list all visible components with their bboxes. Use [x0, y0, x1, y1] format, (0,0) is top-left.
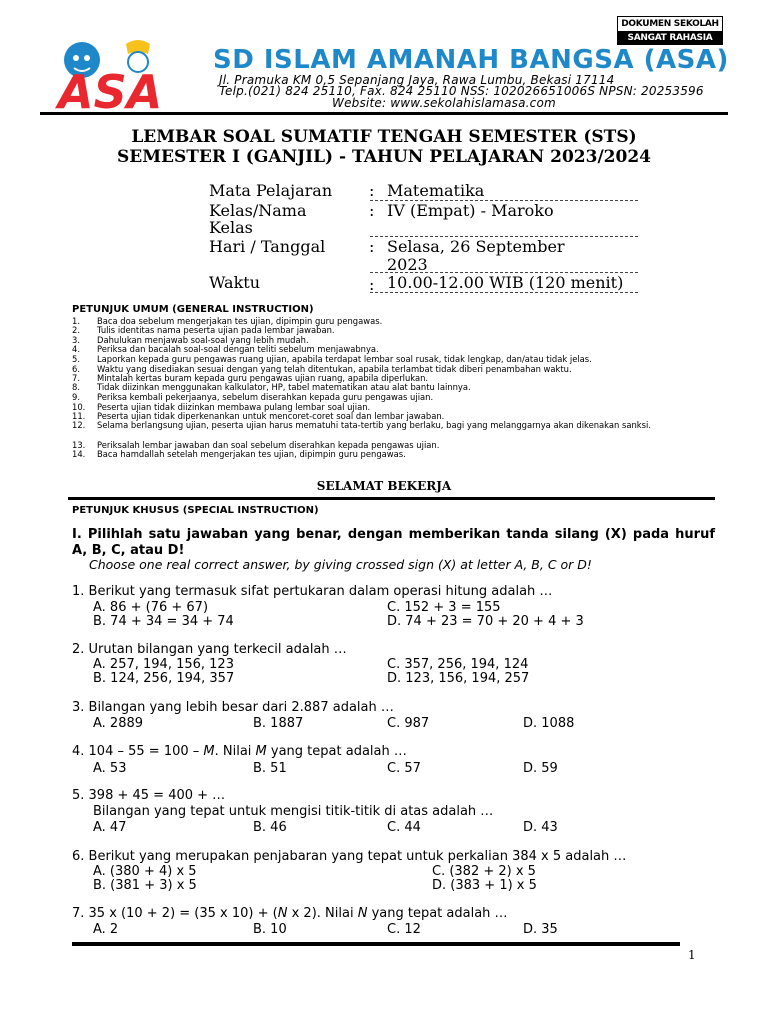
- special-instruction-text: I. Pilihlah satu jawaban yang benar, dengan memberikan tanda silang (X) pada huruf A, B, C, atau D!: [72, 527, 715, 558]
- option-d: D. 35: [523, 922, 558, 937]
- option-b: B. 124, 256, 194, 357: [93, 671, 235, 686]
- item-text: Peserta ujian tidak diizinkan membawa pulang lembar soal ujian.: [97, 402, 371, 412]
- class-value: IV (Empat) - Maroko: [387, 201, 554, 220]
- item-number: 4.: [72, 344, 80, 354]
- question-7: 7. 35 x (10 + 2) = (35 x 10) + (N x 2). Nilai N yang tepat adalah …: [72, 906, 508, 921]
- question-2: 2. Urutan bilangan yang terkecil adalah …: [72, 642, 347, 657]
- option-d: D. 74 + 23 = 70 + 20 + 4 + 3: [387, 614, 584, 629]
- option-d: D. 123, 156, 194, 257: [387, 671, 530, 686]
- option-a: A. (380 + 4) x 5: [93, 864, 197, 879]
- option-c: C. 44: [387, 820, 421, 835]
- item-number: 11.: [72, 411, 86, 421]
- question-6: 6. Berikut yang merupakan penjabaran yang tepat untuk perkalian 384 x 5 adalah …: [72, 849, 627, 864]
- item-text: Peserta ujian tidak diperkenankan untuk mencoret-coret soal dan lembar jawaban.: [97, 411, 445, 421]
- school-logo: [54, 38, 196, 112]
- option-d: D. 43: [523, 820, 558, 835]
- date-label: Hari / Tanggal: [209, 237, 326, 256]
- item-number: 8.: [72, 382, 80, 392]
- exam-subtitle: SEMESTER I (GANJIL) - TAHUN PELAJARAN 2023/2024: [117, 147, 651, 167]
- date-value: Selasa, 26 September: [387, 237, 565, 256]
- document-label: DOKUMEN SEKOLAH: [617, 16, 723, 32]
- option-b: B. (381 + 3) x 5: [93, 878, 197, 893]
- item-number: 2.: [72, 325, 80, 335]
- option-b: B. 51: [253, 761, 287, 776]
- item-text: Selama berlangsung ujian, peserta ujian harus mematuhi tata-tertib yang berlaku, bagi yang melanggarnya akan dikenakan sanksi.: [97, 420, 651, 430]
- school-contact: Telp.(021) 824 25110, Fax. 824 25110 NSS: 102026651006S NPSN: 20253596: [219, 84, 704, 98]
- logo-text: ASA: [58, 65, 163, 112]
- subject-value: Matematika: [387, 181, 485, 200]
- option-d: D. (383 + 1) x 5: [432, 878, 537, 893]
- school-website: Website: www.sekolahislamasa.com: [332, 96, 556, 110]
- date-value-year: 2023: [387, 255, 428, 274]
- option-b: B. 74 + 34 = 34 + 74: [93, 614, 234, 629]
- item-text: Periksalah lembar jawaban dan soal sebelum diserahkan kepada pengawas ujian.: [97, 440, 440, 450]
- school-address: Jl. Pramuka KM 0,5 Sepanjang Jaya, Rawa Lumbu, Bekasi 17114: [219, 73, 615, 87]
- item-number: 10.: [72, 402, 86, 412]
- subject-label: Mata Pelajaran: [209, 181, 333, 200]
- item-number: 5.: [72, 354, 80, 364]
- general-instruction-heading: PETUNJUK UMUM (GENERAL INSTRUCTION): [72, 304, 314, 315]
- class-label: Kelas/Nama: [209, 201, 307, 220]
- item-text: Tidak diizinkan menggunakan kalkulator, HP, tabel matematikan atau alat bantu lainnya.: [97, 382, 471, 392]
- page-number: 1: [688, 948, 696, 962]
- option-c: C. (382 + 2) x 5: [432, 864, 536, 879]
- item-number: 14.: [72, 449, 86, 459]
- confidential-label: SANGAT RAHASIA: [617, 31, 723, 45]
- option-a: A. 257, 194, 156, 123: [93, 657, 234, 672]
- option-a: A. 2889: [93, 716, 144, 731]
- time-label: Waktu: [209, 273, 261, 292]
- header-divider: [40, 112, 728, 115]
- exam-title: LEMBAR SOAL SUMATIF TENGAH SEMESTER (STS): [131, 127, 637, 147]
- colon: :: [369, 181, 375, 200]
- colon: :: [369, 201, 375, 220]
- option-c: C. 987: [387, 716, 430, 731]
- question-3: 3. Bilangan yang lebih besar dari 2.887 adalah …: [72, 700, 394, 715]
- item-number: 9.: [72, 392, 80, 402]
- option-c: C. 57: [387, 761, 421, 776]
- footer-divider: [72, 942, 680, 946]
- option-a: A. 53: [93, 761, 127, 776]
- class-label-cont: Kelas: [209, 218, 253, 237]
- colon: :: [369, 237, 375, 256]
- item-text: Laporkan kepada guru pengawas ruang ujian, apabila terdapat lembar soal rusak, tidak lengkap, dan/atau tidak jelas.: [97, 354, 592, 364]
- option-a: A. 86 + (76 + 67): [93, 600, 209, 615]
- option-d: D. 59: [523, 761, 558, 776]
- section-divider: [68, 497, 715, 500]
- option-b: B. 10: [253, 922, 287, 937]
- question-5: 5. 398 + 45 = 400 + …: [72, 788, 226, 803]
- question-1: 1. Berikut yang termasuk sifat pertukaran dalam operasi hitung adalah …: [72, 584, 553, 599]
- item-text: Mintalah kertas buram kepada guru pengawas ujian ruang, apabila diperlukan.: [97, 373, 429, 383]
- special-instruction-heading: PETUNJUK KHUSUS (SPECIAL INSTRUCTION): [72, 505, 319, 516]
- question-4: 4. 104 – 55 = 100 – M. Nilai M yang tepat adalah …: [72, 744, 407, 759]
- option-c: C. 357, 256, 194, 124: [387, 657, 529, 672]
- item-number: 6.: [72, 364, 80, 374]
- option-a: A. 47: [93, 820, 127, 835]
- item-text: Periksa dan bacalah soal-soal dengan teliti sebelum menjawabnya.: [97, 344, 379, 354]
- item-number: 3.: [72, 335, 80, 345]
- item-number: 13.: [72, 440, 86, 450]
- school-name: SD ISLAM AMANAH BANGSA (ASA): [213, 45, 729, 75]
- colon: :: [369, 275, 375, 294]
- item-number: 12.: [72, 420, 86, 430]
- item-text: Tulis identitas nama peserta ujian pada lembar jawaban.: [97, 325, 335, 335]
- item-text: Dahulukan menjawab soal-soal yang lebih mudah.: [97, 335, 309, 345]
- dotted-line: [370, 292, 638, 293]
- option-d: D. 1088: [523, 716, 575, 731]
- option-b: B. 1887: [253, 716, 304, 731]
- item-text: Baca hamdallah setelah mengerjakan tes ujian, dipimpin guru pengawas.: [97, 449, 406, 459]
- option-c: C. 12: [387, 922, 421, 937]
- time-value: 10.00-12.00 WIB (120 menit): [387, 273, 624, 292]
- item-text: Periksa kembali pekerjaanya, sebelum diserahkan kepada guru pengawas ujian.: [97, 392, 434, 402]
- item-number: 1.: [72, 316, 80, 326]
- option-c: C. 152 + 3 = 155: [387, 600, 501, 615]
- option-a: A. 2: [93, 922, 119, 937]
- item-number: 7.: [72, 373, 80, 383]
- question-5-cont: Bilangan yang tepat untuk mengisi titik-titik di atas adalah …: [93, 804, 494, 819]
- good-luck-text: SELAMAT BEKERJA: [316, 479, 452, 493]
- special-instruction-english: Choose one real correct answer, by giving crossed sign (X) at letter A, B, C or D!: [89, 557, 592, 572]
- item-text: Waktu yang disediakan sesuai dengan yang telah ditentukan, apabila terlambat tidak diberi penambahan waktu.: [97, 364, 572, 374]
- item-text: Baca doa sebelum mengerjakan tes ujian, dipimpin guru pengawas.: [97, 316, 383, 326]
- option-b: B. 46: [253, 820, 287, 835]
